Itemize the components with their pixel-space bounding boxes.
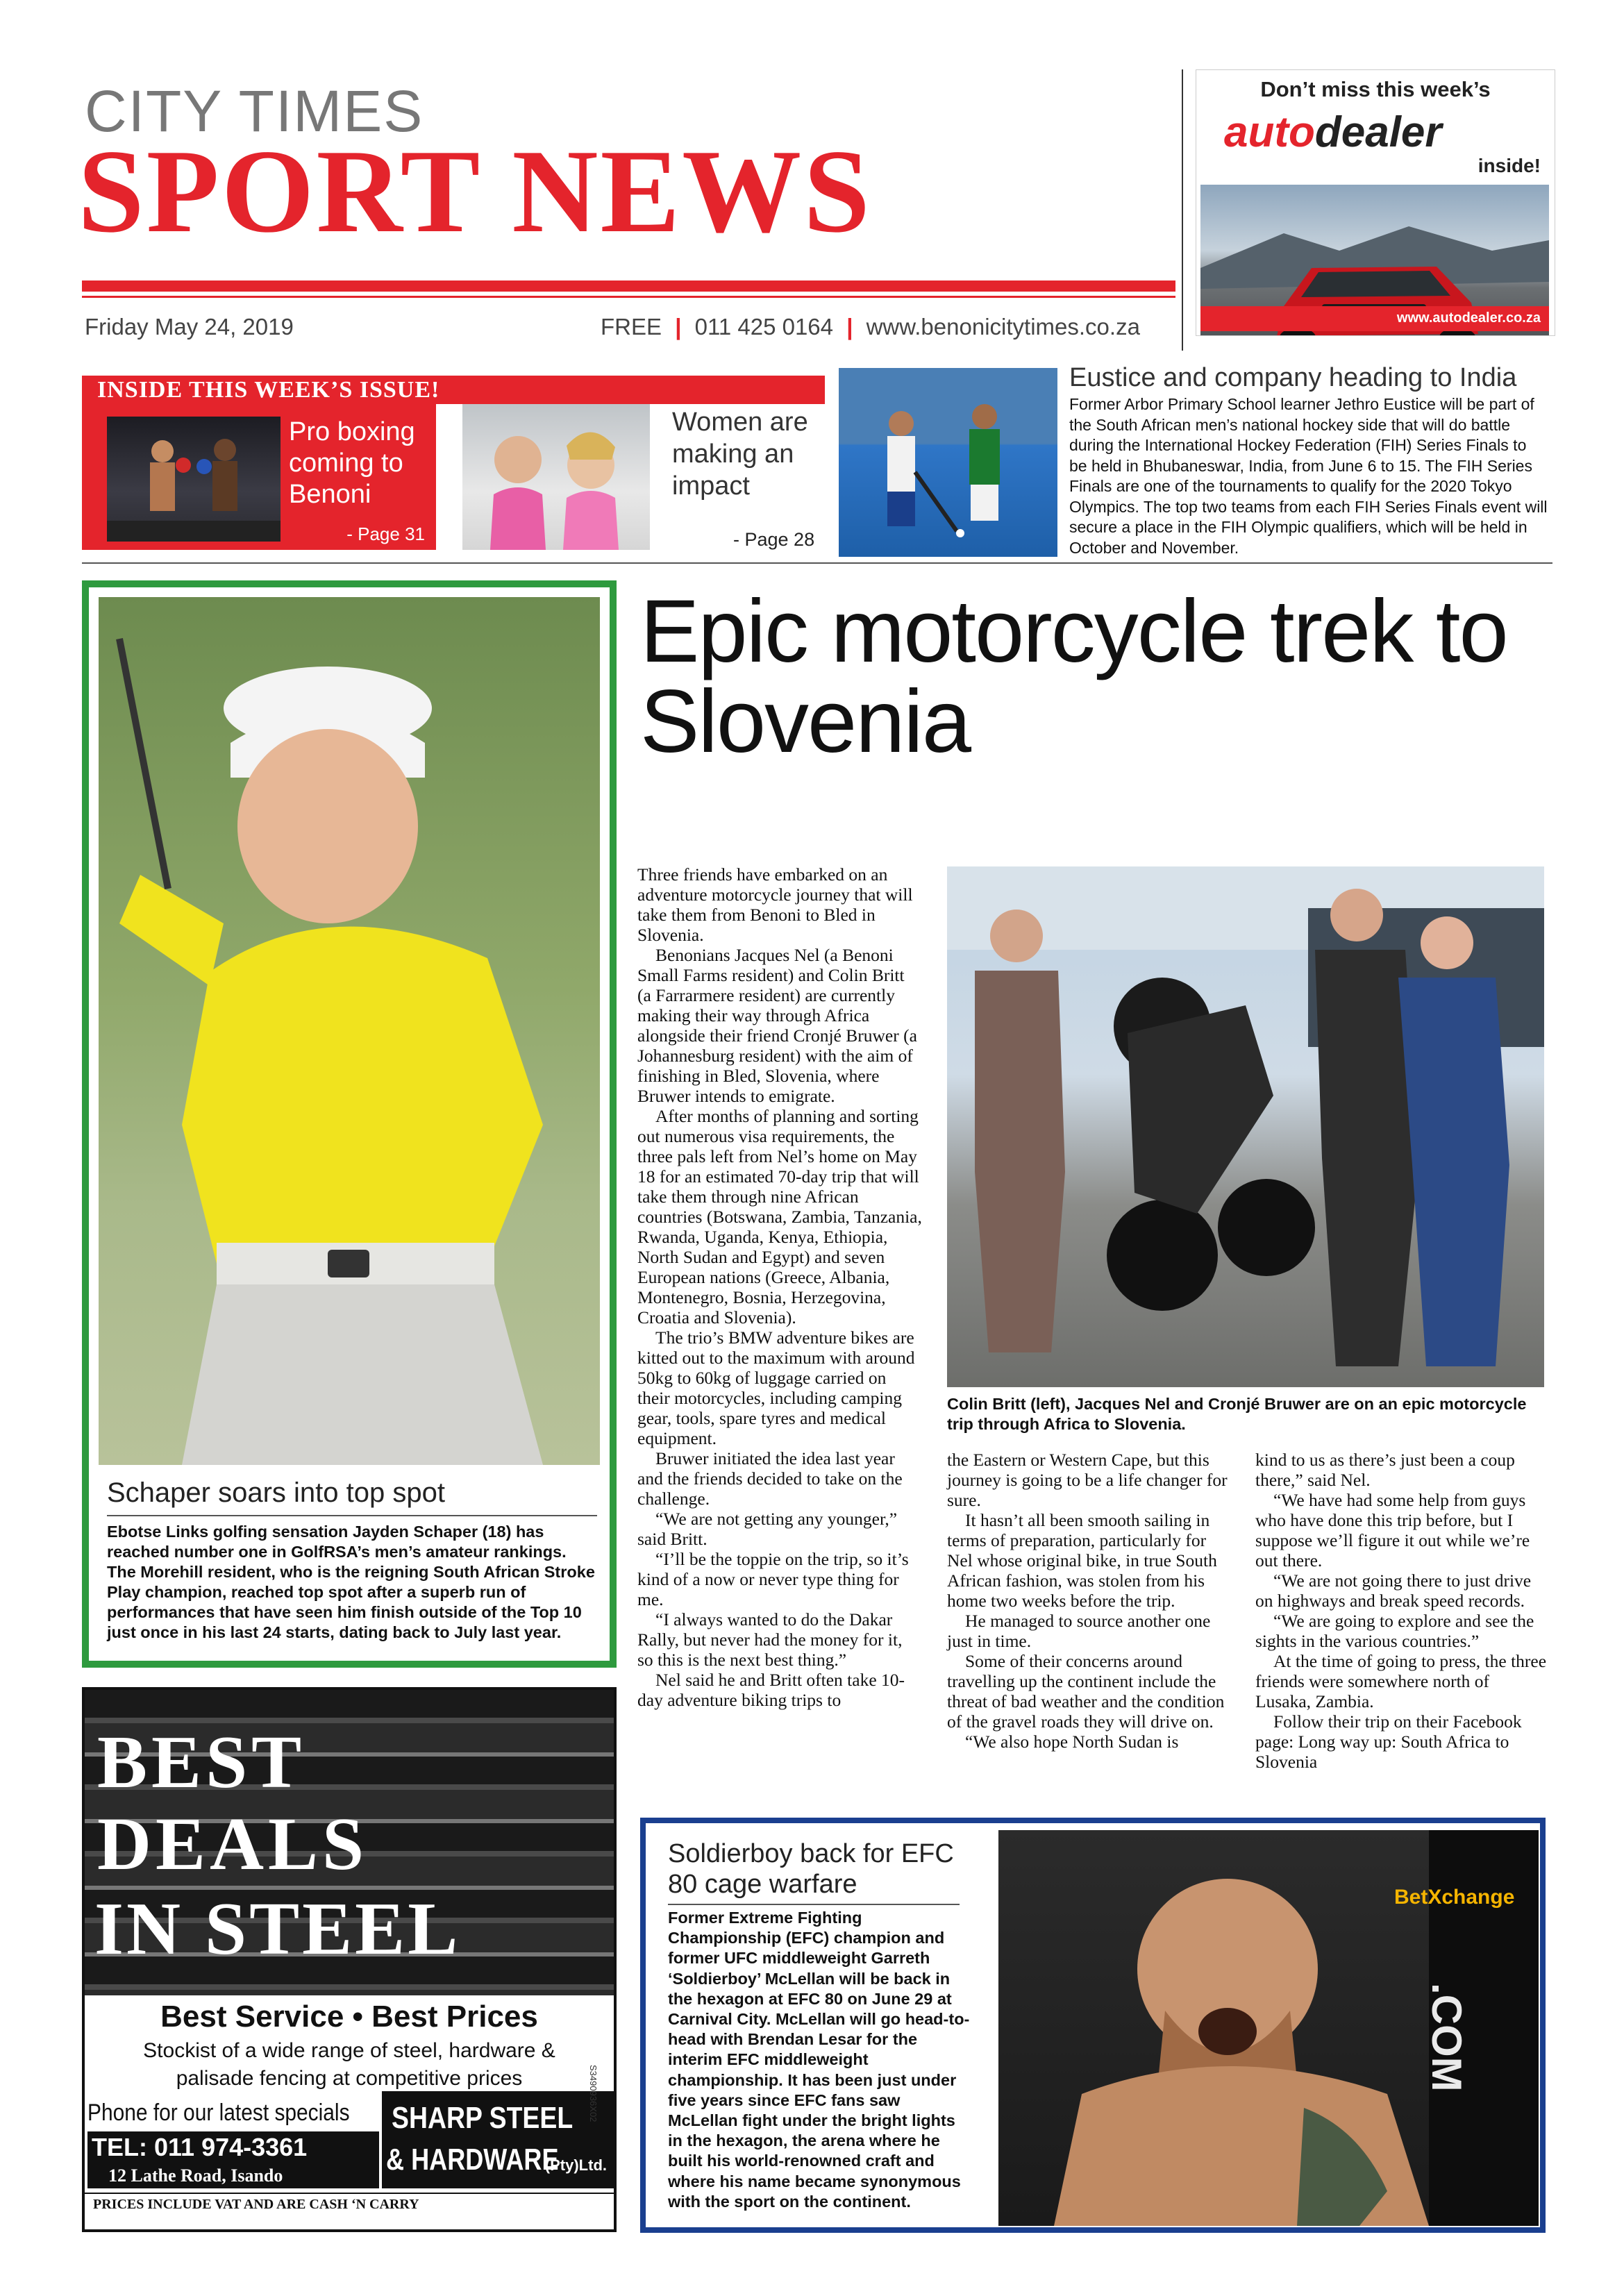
women-umpires-photo (462, 404, 650, 550)
autodealer-logo-dealer: dealer (1314, 108, 1442, 156)
col3-paragraph: Follow their trip on their Facebook page: Long way up: South Africa to Slovenia (1255, 1711, 1522, 1772)
hockey-photo (839, 368, 1057, 557)
steel-ad-disclaimer: PRICES INCLUDE VAT AND ARE CASH ‘N CARRY (93, 2197, 419, 2212)
divider: | (846, 314, 853, 340)
betxchange-logo: BetXchange (1394, 1886, 1515, 1909)
col3-paragraph: “We are going to explore and see the sights in the various countries.” (1255, 1611, 1534, 1651)
teaser-boxing-page: - Page 31 (346, 523, 425, 544)
col3-paragraph: “We have had some help from guys who have done this trip before, but I suppose we’ll figure it out while we’re out there. (1255, 1490, 1530, 1570)
main-story-column-3 (1255, 1450, 1547, 1772)
col1-paragraph: The trio’s BMW adventure bikes are kitted out to the maximum with around 50kg to 60kg of luggage carried on their motorcycles, including camping gear, tools, spare tyres and medical equipment. (637, 1327, 915, 1448)
teaser-women-page: - Page 28 (733, 529, 815, 550)
autodealer-logo-auto: auto (1224, 108, 1315, 156)
col1-paragraph: Nel said he and Britt often take 10-day adventure biking trips to (637, 1670, 905, 1710)
steel-ad[interactable] (82, 1687, 617, 2232)
autodealer-url: www.autodealer.co.za (1396, 310, 1541, 326)
motorcycle-caption: Colin Britt (left), Jacques Nel and Cronjé Bruwer are on an epic motorcycle trip through Africa to Slovenia. (947, 1395, 1527, 1433)
steel-ad-logo (382, 2091, 614, 2188)
col3-paragraph: kind to us as there’s just been a coup there,” said Nel. (1255, 1450, 1515, 1490)
col2-paragraph: the Eastern or Western Cape, but this journey is going to be a life changer for sure. (947, 1450, 1228, 1510)
steel-ad-stockist: Stockist of a wide range of steel, hardware & palisade fencing at competitive prices (143, 2039, 555, 2090)
publication-date: Friday May 24, 2019 (85, 314, 294, 340)
autodealer-inside: inside! (1477, 155, 1541, 176)
soldierboy-body: Former Extreme Fighting Championship (EFC) champion and former UFC middleweight Garreth ‘Soldierboy’ McLellan will be back in the hexagon at EFC 80 on June 29 at Carnival City. McLellan will go head-to-head with Brendan Lesar for the interim EFC middleweight championship. It has been just under five years since EFC fans saw McLellan fight under the bright lights in the hexagon, the arena where he built his world-renowned craft and where his name became synonymous with the sport on the continent. (668, 1909, 970, 2211)
autodealer-url-bar (1200, 306, 1549, 331)
col2-paragraph: “We also hope North Sudan is (965, 1732, 1179, 1752)
free-label: FREE (601, 314, 662, 340)
website-link[interactable]: www.benonicitytimes.co.za (866, 314, 1140, 340)
info-bar (601, 314, 1140, 340)
inside-issue-banner (82, 376, 825, 404)
col1-paragraph: Benonians Jacques Nel (a Benoni Small Farms resident) and Colin Britt (a Farrarmere resident) are currently making their way through Africa alongside their friend Cronjé Bruwer (a Johannesburg resident) with the aim of finishing in Bled, Slovenia, where Bruwer intends to emigrate. (637, 945, 917, 1106)
com-watermark: .COM (1423, 1983, 1470, 2092)
divider: | (675, 314, 682, 340)
col1-paragraph: Three friends have embarked on an adventure motorcycle journey that will take them from Benoni to Bled in Slovenia. (637, 864, 913, 945)
col1-paragraph: “We are not getting any younger,” said Britt. (637, 1509, 898, 1549)
steel-ad-phone-label: Phone for our latest specials (87, 2100, 350, 2126)
masthead-red-rule (82, 280, 1175, 292)
steel-ad-hardware: & HARDWARE (386, 2143, 559, 2177)
soldierboy-box (640, 1818, 1546, 2233)
phone-number: 011 425 0164 (694, 314, 834, 340)
motorcycle-photo (947, 866, 1544, 1387)
col2-paragraph: Some of their concerns around travelling up the continent include the threat of bad weather and the condition of the gravel roads they will drive on. (947, 1651, 1225, 1732)
col1-paragraph: “I’ll be the toppie on the trip, so it’s kind of a now or never type thing for me. (637, 1549, 909, 1609)
teaser-women-title[interactable]: Women are making an impact (672, 408, 808, 501)
col2-paragraph: He managed to source another one just in time. (947, 1611, 1211, 1651)
soldierboy-fighter-photo (998, 1830, 1539, 2226)
autodealer-headline: Don’t miss this week’s (1260, 77, 1491, 101)
col3-paragraph: At the time of going to press, the three friends were somewhere north of Lusaka, Zambia. (1255, 1651, 1547, 1711)
col1-paragraph: “I always wanted to do the Dakar Rally, but never had the money for it, so this is the next best thing.” (637, 1609, 903, 1670)
schaper-headline: Schaper soars into top spot (107, 1477, 445, 1508)
schaper-body: Ebotse Links golfing sensation Jayden Schaper (18) has reached number one in GolfRSA’s men’s amateur rankings. The Morehill resident, who is the reigning South African Stroke Play champion, reached top spot after a superb run of performances that have seen him finish outside of the Top 10 just once in his last 24 starts, dating back to July last year. (107, 1523, 595, 1641)
steel-ad-photo (85, 1690, 614, 1995)
steel-ad-pty: (Pty)Ltd. (544, 2156, 607, 2174)
schaper-golf-photo (99, 597, 600, 1465)
umpires-icon (462, 404, 650, 550)
masthead-thin-rule (82, 296, 1175, 298)
autodealer-ad[interactable] (1196, 69, 1555, 336)
autodealer-logo (1224, 108, 1442, 157)
schaper-rule (107, 1515, 597, 1516)
main-headline: Epic motorcycle trek to Slovenia (640, 582, 1507, 771)
masthead-vertical-rule (1182, 69, 1183, 351)
boxers-icon (107, 417, 281, 542)
riders-motorcycle-icon (947, 866, 1544, 1387)
boxing-photo (107, 417, 281, 542)
steel-ad-service: Best Service • Best Prices (160, 2000, 538, 2034)
steel-ad-sharp-steel: SHARP STEEL (392, 2101, 574, 2135)
soldierboy-rule (668, 1904, 960, 1905)
eustice-headline: Eustice and company heading to India (1069, 363, 1517, 392)
section-rule (82, 562, 1552, 564)
main-story-column-2 (947, 1450, 1232, 1752)
hockey-players-icon (839, 368, 1057, 557)
masthead-city-times: CITY TIMES (85, 78, 424, 144)
steel-ad-address: 12 Lathe Road, Isando (87, 2163, 379, 2188)
col1-paragraph: After months of planning and sorting out numerous visa requirements, the three pals left from Nel’s home on May 18 for an estimated 70-day trip that will take them through nine African countries (Botswana, Zambia, Tanzania, Rwanda, Uganda, Kenya, Ethiopia, North Sudan and Egypt) and seven European nations (Greece, Albania, Montenegro, Bosnia, Herzegovina, Croatia and Slovenia). (637, 1106, 922, 1327)
steel-ad-code: S3490936X02 (588, 2065, 598, 2122)
steel-ad-deals: DEALS (97, 1803, 369, 1886)
masthead-sport-news: SPORT NEWS (78, 126, 872, 258)
soldierboy-headline: Soldierboy back for EFC 80 cage warfare (668, 1839, 954, 1899)
steel-ad-rule (85, 2193, 614, 2194)
main-story-column-1 (637, 864, 922, 1710)
eustice-body: Former Arbor Primary School learner Jethro Eustice will be part of the South African men’s national hockey side that will do battle during the International Hockey Federation (FIH) Series Finals to be held in Bhubaneswar, India, from June 6 to 15. The FIH Series Finals are one of the tournaments to qualify for the 2020 Tokyo Olympics. The top two teams from each FIH Series Finals event will secure a place in the FIH Olympic qualifiers, which will be held in October and November. (1069, 395, 1548, 557)
steel-ad-tel: TEL: 011 974-3361 (87, 2131, 379, 2163)
col2-paragraph: It hasn’t all been smooth sailing in terms of preparation, particularly for Nel whose original bike, in true South African fashion, was stolen from his home two weeks before the trip. (947, 1510, 1217, 1611)
schaper-box (82, 580, 617, 1668)
teaser-boxing-title: Pro boxing coming to Benoni (289, 417, 415, 509)
inside-issue-label: INSIDE THIS WEEK’S ISSUE! (97, 377, 440, 403)
steel-ad-in-steel: IN STEEL (94, 1888, 461, 1970)
golfer-icon (99, 597, 600, 1465)
col1-paragraph: Bruwer initiated the idea last year and the friends decided to take on the challenge. (637, 1448, 903, 1509)
teaser-boxing[interactable] (82, 404, 436, 550)
col3-paragraph: “We are not going there to just drive on highways and break speed records. (1255, 1570, 1532, 1611)
steel-ad-best: BEST (97, 1721, 306, 1804)
